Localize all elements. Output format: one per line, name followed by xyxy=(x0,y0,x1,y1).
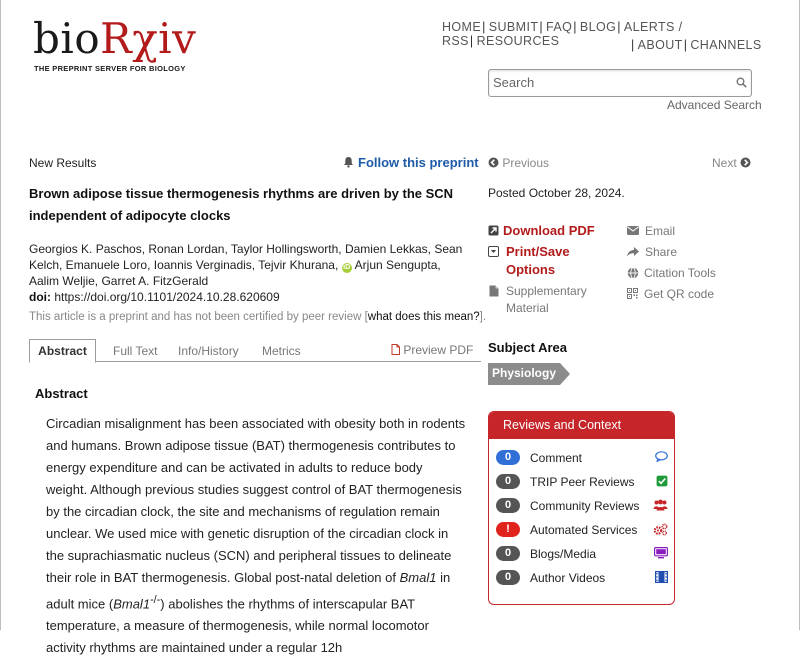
nav-separator: | xyxy=(539,20,544,34)
qr-code-label: Get QR code xyxy=(644,287,715,301)
review-label: Blogs/Media xyxy=(530,547,597,561)
review-row-trip-peer-reviews[interactable] xyxy=(496,474,668,492)
search-box xyxy=(488,69,752,97)
previous-label: Previous xyxy=(502,156,550,170)
doi-label: doi: xyxy=(29,290,51,304)
search-icon[interactable] xyxy=(736,77,747,88)
subject-tag-label: Physiology xyxy=(492,366,557,380)
advanced-search-link[interactable]: Advanced Search xyxy=(667,98,762,112)
alert-badge: ! xyxy=(496,522,520,537)
pdf-file-icon xyxy=(391,344,400,355)
preview-pdf-link[interactable] xyxy=(391,343,473,357)
share-label: Share xyxy=(645,245,678,259)
tab-full-text[interactable]: Full Text xyxy=(113,344,158,358)
knockout-superscript: -/- xyxy=(150,594,161,606)
nav-alerts-rss[interactable]: ALERTS / RSS xyxy=(442,20,683,48)
what-does-this-mean-link[interactable]: what does this mean? xyxy=(367,311,480,323)
share-link[interactable] xyxy=(627,244,677,261)
review-row-author-videos[interactable] xyxy=(496,570,668,588)
count-badge: 0 xyxy=(496,498,520,513)
notice-text: This article is a preprint and has not been certified by peer review [ xyxy=(29,311,368,323)
download-pdf-label: Download PDF xyxy=(503,223,595,238)
review-row-community-reviews[interactable] xyxy=(496,498,668,516)
biorxiv-logo[interactable] xyxy=(33,14,196,64)
gene-name: Bmal1 xyxy=(399,570,437,585)
download-pdf-link[interactable] xyxy=(488,222,595,240)
print-save-label: Print/Save Options xyxy=(506,244,570,277)
email-label: Email xyxy=(645,224,676,238)
review-label: Comment xyxy=(530,451,583,465)
email-link[interactable] xyxy=(627,223,675,240)
author-list xyxy=(29,241,469,289)
review-label: Author Videos xyxy=(530,571,606,585)
new-results-label: New Results xyxy=(29,156,97,170)
previous-link[interactable] xyxy=(488,156,549,170)
top-nav-row-2 xyxy=(630,38,762,52)
arrow-left-circle-icon xyxy=(488,157,499,168)
get-qr-code-link[interactable] xyxy=(627,286,714,303)
tabs-divider xyxy=(29,361,481,362)
review-row-blogs-media[interactable] xyxy=(496,546,668,564)
nav-separator: | xyxy=(683,38,688,52)
reviews-and-context-panel xyxy=(488,411,675,605)
next-link[interactable] xyxy=(712,156,751,170)
checkbox-icon xyxy=(656,475,668,487)
authors-part-2: Arjun Sengupta, Aalim Weljie, Garret A. FitzGerald xyxy=(29,258,441,288)
abstract-heading: Abstract xyxy=(35,386,88,401)
review-label: Automated Services xyxy=(530,523,638,537)
nav-resources[interactable]: RESOURCES xyxy=(476,34,560,48)
speech-bubble-icon xyxy=(655,451,668,462)
nav-separator: | xyxy=(617,20,621,34)
nav-separator: | xyxy=(573,20,577,34)
peer-review-notice xyxy=(29,311,486,323)
count-badge: 0 xyxy=(496,570,520,585)
bell-icon xyxy=(343,156,354,168)
print-save-options-link[interactable] xyxy=(488,243,608,279)
envelope-icon xyxy=(627,226,639,235)
count-badge: 0 xyxy=(496,450,520,465)
abstract-text-2: in adult mice ( xyxy=(46,570,451,612)
authors-part-1: Georgios K. Paschos, Ronan Lordan, Taylor Hollingsworth, Damien Lekkas, Sean Kelch, Emanuele Loro, Ioannis Verginadis, Tejvir Khurana, xyxy=(29,242,463,272)
nav-channels[interactable]: CHANNELS xyxy=(690,38,762,52)
doi-line xyxy=(29,290,280,304)
count-badge: 0 xyxy=(496,474,520,489)
monitor-icon xyxy=(654,547,668,559)
nav-faq[interactable]: FAQ xyxy=(546,20,573,34)
search-input[interactable] xyxy=(493,72,725,92)
film-icon xyxy=(655,571,668,583)
abstract-text-3: ) abolishes the rhythms of interscapular BAT temperature, a measure of thermogenesis, while normal locomotor activity rhythms are maintained under a regular 12h xyxy=(46,596,429,656)
review-label: Community Reviews xyxy=(530,499,640,513)
globe-icon xyxy=(627,267,639,279)
nav-home[interactable]: HOME xyxy=(442,20,482,34)
nav-separator: | xyxy=(469,34,474,48)
preview-pdf-label: Preview PDF xyxy=(403,343,474,357)
logo-part-bio: bio xyxy=(33,14,101,63)
review-row-comment[interactable] xyxy=(496,450,668,468)
users-icon xyxy=(653,499,668,511)
logo-tagline: THE PREPRINT SERVER FOR BIOLOGY xyxy=(34,64,186,73)
posted-date: Posted October 28, 2024. xyxy=(488,186,625,200)
share-icon xyxy=(627,247,639,257)
supplementary-label: Supplementary Material xyxy=(506,284,587,315)
logo-part-rxiv: Rχiv xyxy=(100,14,197,63)
subject-area-heading: Subject Area xyxy=(488,340,567,355)
supplementary-material-link[interactable] xyxy=(488,283,608,317)
qr-code-icon xyxy=(627,288,638,299)
abstract-text-1: Circadian misalignment has been associated with obesity both in rodents and humans. Brown adipose tissue (BAT) thermogenesis contributes to energy expenditure and can be activated in adults to reduce body weight. Although previous studies suggest control of BAT thermogenesis by the circadian clock, the site and mechanisms of regulation remain unclear. We used mice with genetic disruption of the circadian clock in the suprachiasmatic nucleus (SCN) and peripheral tissues to delineate their role in BAT thermogenesis. Global post-natal deletion of xyxy=(46,416,466,585)
nav-separator: | xyxy=(631,38,635,52)
gears-icon xyxy=(653,523,668,536)
follow-label: Follow this preprint xyxy=(358,155,479,170)
download-icon xyxy=(488,225,499,236)
arrow-right-circle-icon xyxy=(740,157,751,168)
citation-tools-link[interactable] xyxy=(627,265,716,282)
abstract-text xyxy=(46,413,466,659)
notice-end: ]. xyxy=(479,311,487,323)
tab-info-history[interactable]: Info/History xyxy=(178,344,239,358)
doi-link[interactable]: https://doi.org/10.1101/2024.10.28.620609 xyxy=(54,290,280,304)
nav-separator: | xyxy=(482,20,486,34)
gene-knockout: Bmal1 xyxy=(113,596,151,612)
document-icon xyxy=(489,285,499,297)
reviews-heading: Reviews and Context xyxy=(489,412,674,439)
orcid-icon[interactable]: iD xyxy=(343,264,351,271)
print-icon xyxy=(488,246,499,257)
nav-about[interactable]: ABOUT xyxy=(637,38,683,52)
article-title: Brown adipose tissue thermogenesis rhythms are driven by the SCN independent of adipocyte clocks xyxy=(29,186,454,223)
citation-tools-label: Citation Tools xyxy=(644,266,716,280)
review-row-automated-services[interactable] xyxy=(496,522,668,540)
follow-preprint-button[interactable] xyxy=(343,155,479,170)
tab-metrics[interactable]: Metrics xyxy=(262,344,301,358)
nav-submit[interactable]: SUBMIT xyxy=(488,20,539,34)
next-label: Next xyxy=(712,156,737,170)
count-badge: 0 xyxy=(496,546,520,561)
tab-abstract[interactable]: Abstract xyxy=(29,339,96,363)
review-label: TRIP Peer Reviews xyxy=(530,475,635,489)
nav-blog[interactable]: BLOG xyxy=(579,20,617,34)
